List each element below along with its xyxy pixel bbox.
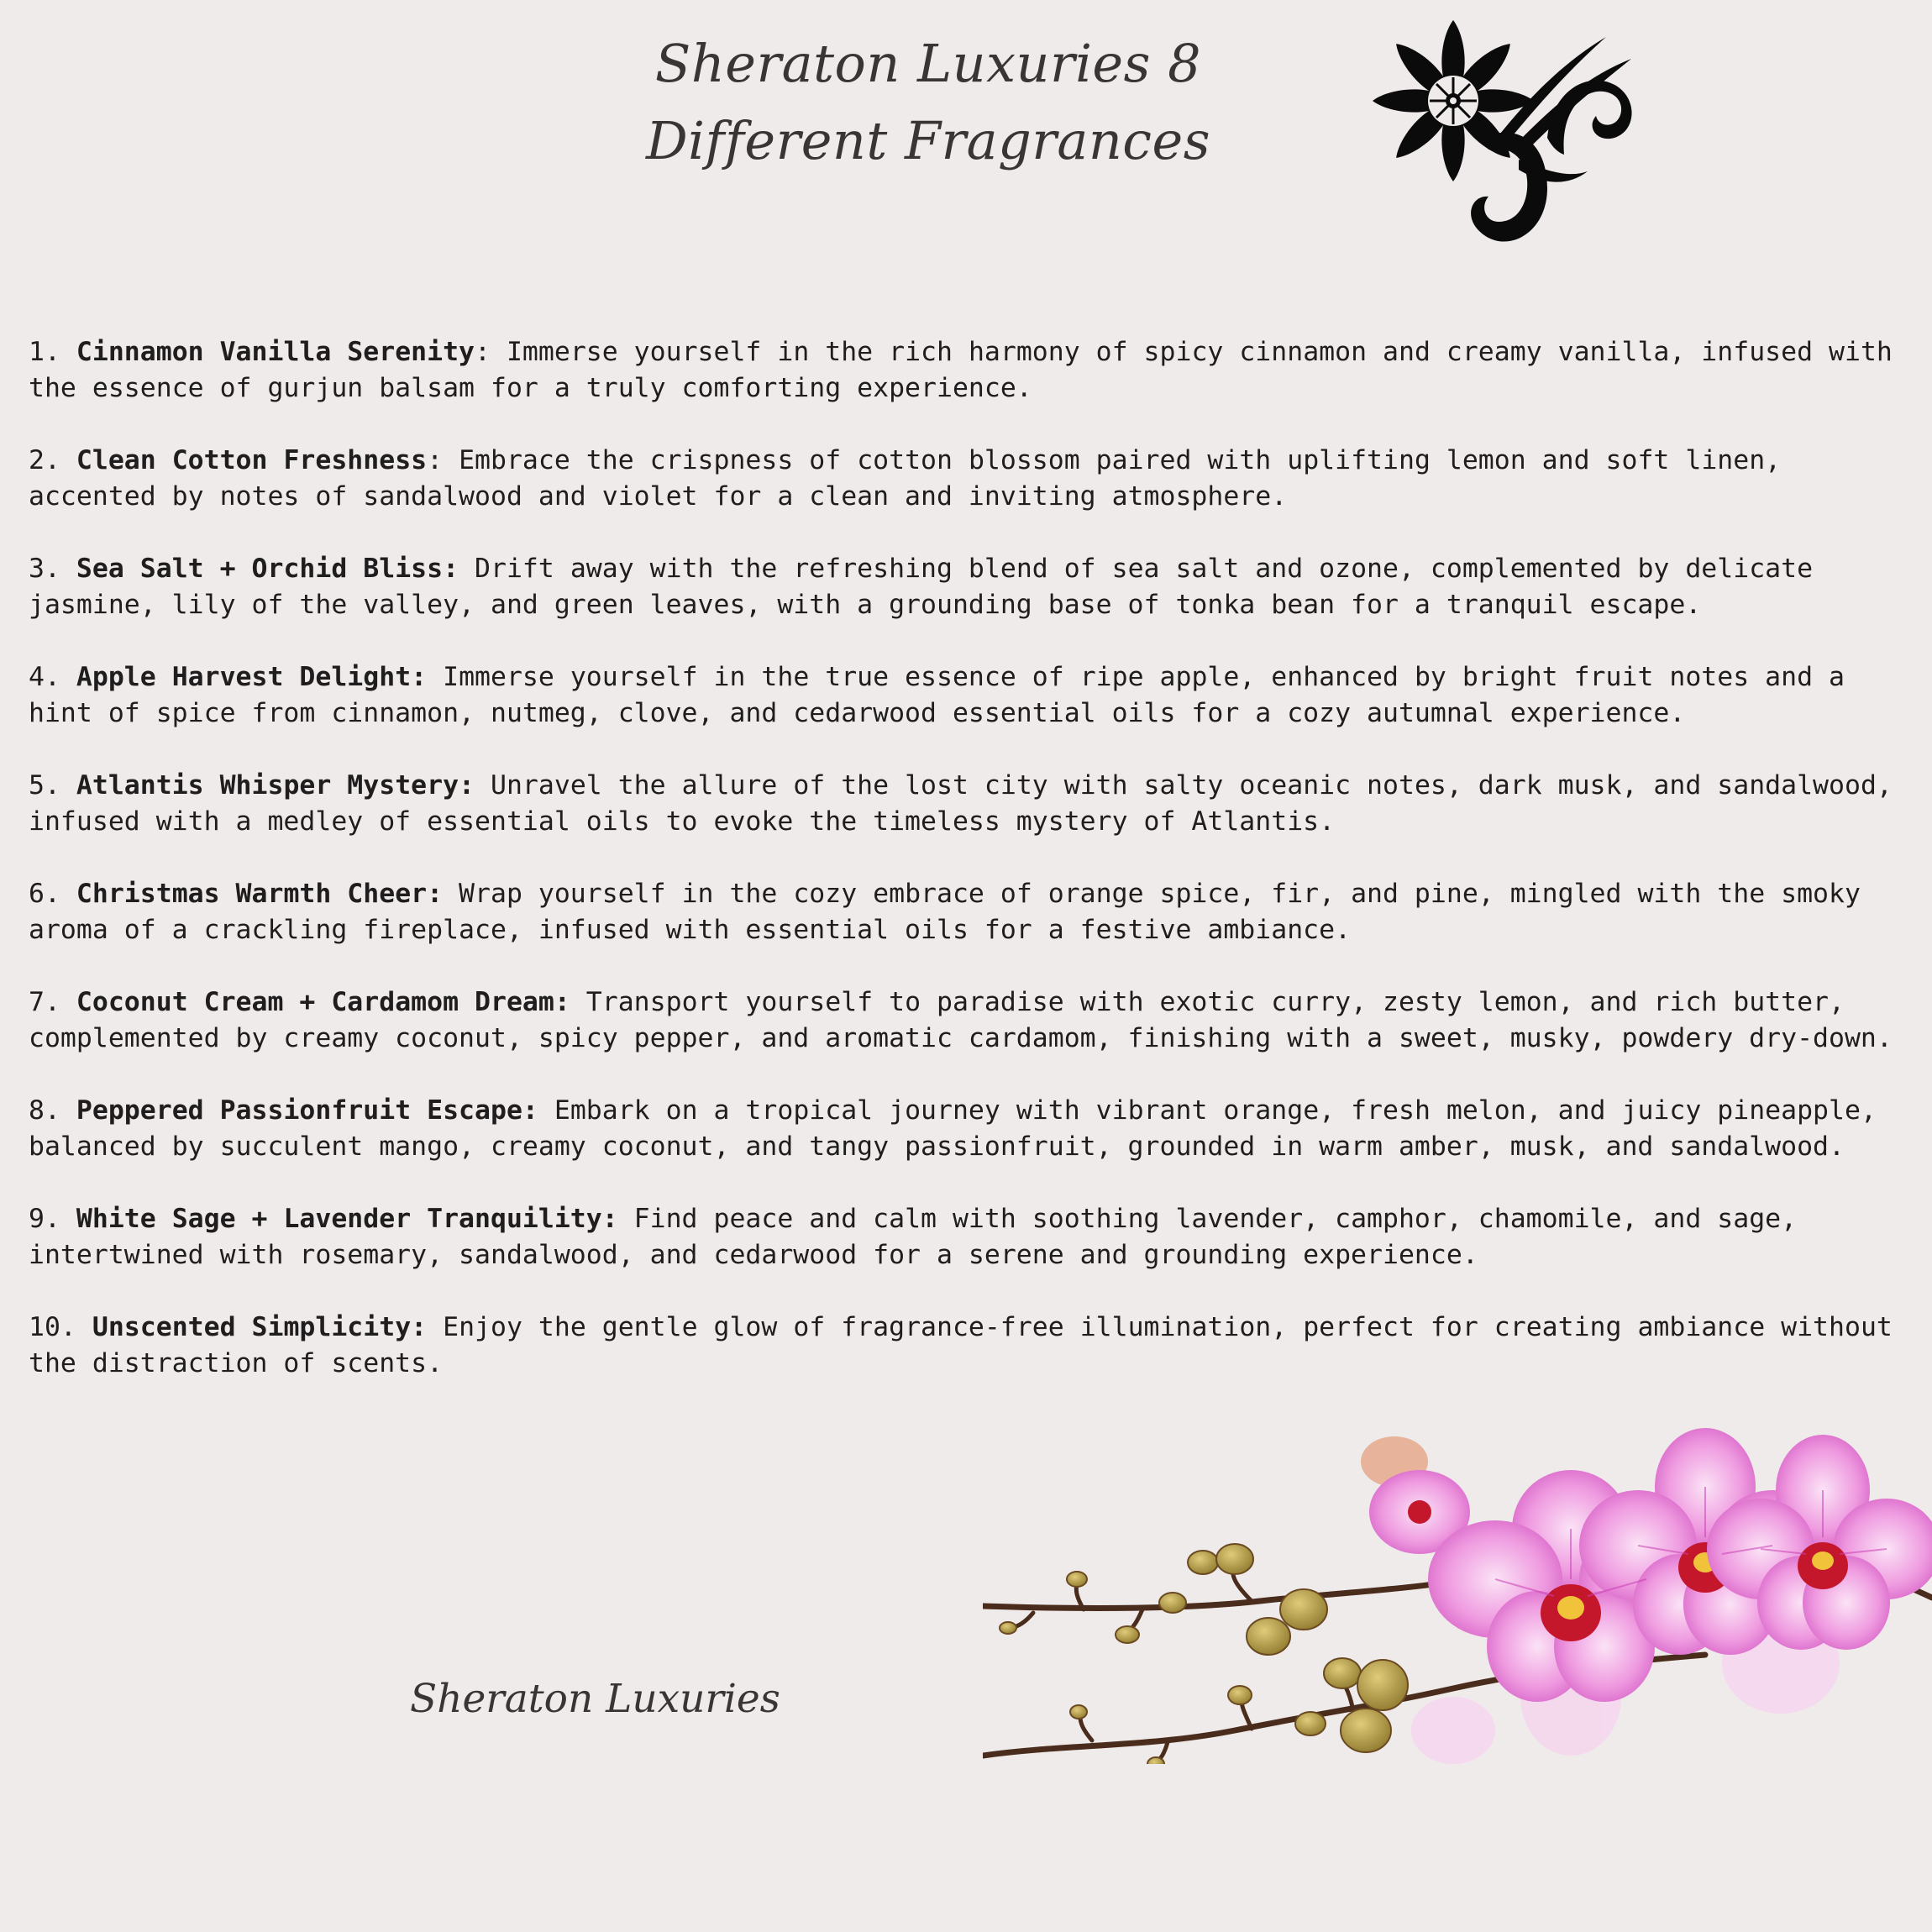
- fragrance-description: Immerse yourself in the rich harmony of spicy cinnamon and creamy vanilla, infused with the essence of gurjun balsam for a truly comforting experience.: [29, 337, 1893, 403]
- fragrance-description: Embrace the crispness of cotton blossom paired with uplifting lemon and soft linen, accented by notes of sandalwood and violet for a clean and inviting atmosphere.: [29, 445, 1782, 512]
- list-item: 10. Unscented Simplicity: Enjoy the gentle glow of fragrance-free illumination, perfect for creating ambiance without the distraction of scents.: [29, 1312, 1893, 1378]
- list-item: 6. Christmas Warmth Cheer: Wrap yourself in the cozy embrace of orange spice, fir, and pine, mingled with the smoky aroma of a crackling fireplace, infused with essential oils for a festive ambiance.: [29, 879, 1861, 945]
- fragrance-name: Peppered Passionfruit Escape:: [76, 1095, 538, 1126]
- fragrance-description: Unravel the allure of the lost city with salty oceanic notes, dark musk, and sandalwood, infused with a medley of essential oils to evoke the timeless mystery of Atlantis.: [29, 770, 1893, 837]
- fragrance-name: Christmas Warmth Cheer:: [76, 879, 444, 909]
- fragrance-description: Find peace and calm with soothing lavender, camphor, chamomile, and sage, intertwined with rosemary, sandalwood, and cedarwood for a serene and grounding experience.: [29, 1204, 1798, 1270]
- title-line-2: Different Fragrances: [645, 110, 1211, 171]
- list-item: 5. Atlantis Whisper Mystery: Unravel the allure of the lost city with salty oceanic notes, dark musk, and sandalwood, infused with a medley of essential oils to evoke the timeless mystery of Atlantis.: [29, 770, 1893, 837]
- fragrance-name: Sea Salt + Orchid Bliss:: [76, 554, 459, 584]
- ornamental-flower-icon: [1354, 12, 1690, 264]
- list-item: 1. Cinnamon Vanilla Serenity: Immerse yourself in the rich harmony of spicy cinnamon and creamy vanilla, infused with the essence of gurjun balsam for a truly comforting experience.: [29, 337, 1893, 403]
- fragrance-list: [29, 334, 1919, 1418]
- fragrance-description: Enjoy the gentle glow of fragrance-free illumination, perfect for creating ambiance without the distraction of scents.: [29, 1312, 1893, 1378]
- list-item: 7. Coconut Cream + Cardamom Dream: Transport yourself to paradise with exotic curry, zesty lemon, and rich butter, complemented by creamy coconut, spicy pepper, and aromatic cardamom, finishing with a sweet, musky, powdery dry-down.: [29, 987, 1893, 1053]
- fragrance-name: Apple Harvest Delight:: [76, 662, 428, 692]
- footer-brand: Sheraton Luxuries: [410, 1676, 780, 1722]
- list-item: 4. Apple Harvest Delight: Immerse yourself in the true essence of ripe apple, enhanced by bright fruit notes and a hint of spice from cinnamon, nutmeg, clove, and cedarwood essential oils for a cozy autumnal experience.: [29, 662, 1845, 728]
- list-item: 9. White Sage + Lavender Tranquility: Find peace and calm with soothing lavender, camphor, chamomile, and sage, intertwined with rosemary, sandalwood, and cedarwood for a serene and grounding experience.: [29, 1204, 1798, 1270]
- fragrance-name: Clean Cotton Freshness: [76, 445, 428, 475]
- fragrance-name: Atlantis Whisper Mystery:: [76, 770, 475, 801]
- orchid-branch-icon: [983, 1411, 1932, 1764]
- list-item: 8. Peppered Passionfruit Escape: Embark on a tropical journey with vibrant orange, fresh melon, and juicy pineapple, balanced by succulent mango, creamy coconut, and tangy passionfruit, grounded in warm amber, musk, and sandalwood.: [29, 1095, 1877, 1162]
- title-line-1: Sheraton Luxuries 8: [654, 33, 1202, 94]
- list-item: 2. Clean Cotton Freshness: Embrace the crispness of cotton blossom paired with uplifting lemon and soft linen, accented by notes of sandalwood and violet for a clean and inviting atmosphere.: [29, 445, 1782, 512]
- fragrance-description: Drift away with the refreshing blend of sea salt and ozone, complemented by delicate jasmine, lily of the valley, and green leaves, with a grounding base of tonka bean for a tranquil escape.: [29, 554, 1814, 620]
- fragrance-description: Embark on a tropical journey with vibrant orange, fresh melon, and juicy pineapple, balanced by succulent mango, creamy coconut, and tangy passionfruit, grounded in warm amber, musk, and sandalwood.: [29, 1095, 1877, 1162]
- list-item: 3. Sea Salt + Orchid Bliss: Drift away with the refreshing blend of sea salt and ozone, complemented by delicate jasmine, lily of the valley, and green leaves, with a grounding base of tonka bean for a tranquil escape.: [29, 554, 1814, 620]
- page-title: [580, 25, 1277, 180]
- fragrance-description: Wrap yourself in the cozy embrace of orange spice, fir, and pine, mingled with the smoky aroma of a crackling fireplace, infused with essential oils for a festive ambiance.: [29, 879, 1861, 945]
- fragrance-description: Transport yourself to paradise with exotic curry, zesty lemon, and rich butter, complemented by creamy coconut, spicy pepper, and aromatic cardamom, finishing with a sweet, musky, powdery dry-down.: [29, 987, 1893, 1053]
- fragrance-name: Unscented Simplicity:: [92, 1312, 428, 1342]
- fragrance-name: Coconut Cream + Cardamom Dream:: [76, 987, 570, 1017]
- fragrance-name: Cinnamon Vanilla Serenity: [76, 337, 475, 367]
- fragrance-description: Immerse yourself in the true essence of ripe apple, enhanced by bright fruit notes and a hint of spice from cinnamon, nutmeg, clove, and cedarwood essential oils for a cozy autumnal experience.: [29, 662, 1845, 728]
- fragrance-name: White Sage + Lavender Tranquility:: [76, 1204, 618, 1234]
